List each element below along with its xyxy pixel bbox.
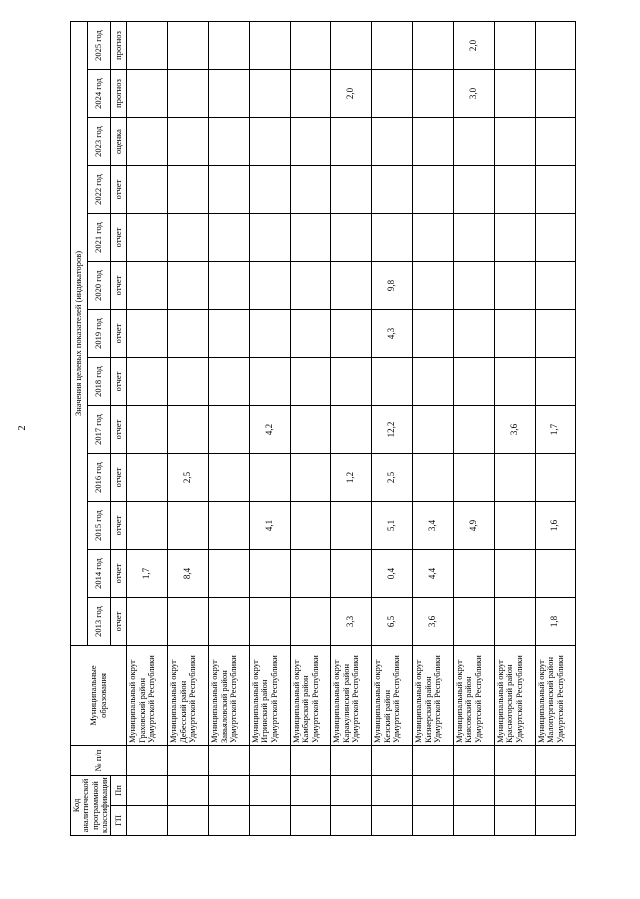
- table-row: [290, 21, 331, 835]
- indicators-group-header: Значения целевых показателей (индикаторов): [71, 21, 88, 645]
- indicator-value: 4,2: [249, 406, 290, 454]
- indicator-value: [290, 70, 331, 118]
- indicator-value: [127, 310, 168, 358]
- indicator-value: [209, 598, 250, 646]
- gp-cell: [535, 806, 576, 836]
- indicator-value: [535, 358, 576, 406]
- indicator-value: [168, 21, 209, 69]
- indicator-value: [453, 166, 494, 214]
- municipality-name: Муниципальный округ Дебесский район Удмуртской Республики: [168, 646, 209, 746]
- indicator-value: [413, 358, 454, 406]
- indicator-value: [413, 21, 454, 69]
- indicator-value: [127, 70, 168, 118]
- number-cell: [209, 746, 250, 776]
- pp-cell: [372, 776, 413, 806]
- indicator-value: [453, 118, 494, 166]
- indicator-value: [127, 454, 168, 502]
- indicator-value: 1,8: [535, 598, 576, 646]
- report-type-header: отчет: [111, 598, 127, 646]
- table-row: [372, 21, 413, 835]
- gp-cell: [413, 806, 454, 836]
- indicator-value: 3,0: [453, 70, 494, 118]
- indicator-value: 2,5: [372, 454, 413, 502]
- number-cell: [127, 746, 168, 776]
- report-type-header: отчет: [111, 262, 127, 310]
- indicator-value: [168, 118, 209, 166]
- table-row: [413, 21, 454, 835]
- indicator-value: [535, 454, 576, 502]
- year-header: 2022 год: [87, 166, 111, 214]
- year-header: 2016 год: [87, 454, 111, 502]
- report-type-header: отчет: [111, 502, 127, 550]
- indicator-value: [168, 358, 209, 406]
- indicators-table: [70, 21, 576, 836]
- report-type-header: отчет: [111, 550, 127, 598]
- indicator-value: [127, 21, 168, 69]
- indicator-value: [331, 550, 372, 598]
- municipality-name: Муниципальный округ Граховский район Удмуртской Республики: [127, 646, 168, 746]
- rotated-table-wrapper: [70, 22, 570, 836]
- indicator-value: [413, 262, 454, 310]
- indicator-value: [453, 358, 494, 406]
- pp-cell: [535, 776, 576, 806]
- number-cell: [453, 746, 494, 776]
- municipality-name: Муниципальный округ Киясовский район Удмуртской Республики: [453, 646, 494, 746]
- year-header: 2015 год: [87, 502, 111, 550]
- pp-cell: [413, 776, 454, 806]
- gp-cell: [249, 806, 290, 836]
- indicator-value: [290, 406, 331, 454]
- table-row: [331, 21, 372, 835]
- indicator-value: [209, 118, 250, 166]
- number-cell: [331, 746, 372, 776]
- gp-cell: [453, 806, 494, 836]
- year-header: 2025 год: [87, 21, 111, 69]
- year-header: 2017 год: [87, 406, 111, 454]
- indicator-value: [209, 550, 250, 598]
- indicator-value: [168, 166, 209, 214]
- indicator-value: [290, 21, 331, 69]
- report-type-header: отчет: [111, 358, 127, 406]
- gp-cell: [494, 806, 535, 836]
- gp-header: ГП: [111, 806, 127, 836]
- pp-cell: [331, 776, 372, 806]
- indicator-value: [209, 358, 250, 406]
- number-cell: [290, 746, 331, 776]
- indicator-value: 6,5: [372, 598, 413, 646]
- indicator-value: [535, 118, 576, 166]
- indicator-value: [209, 406, 250, 454]
- indicator-value: 4,4: [413, 550, 454, 598]
- indicator-value: [535, 21, 576, 69]
- page-number: 2: [16, 425, 28, 431]
- table-row: [249, 21, 290, 835]
- indicator-value: 4,1: [249, 502, 290, 550]
- indicator-value: [413, 310, 454, 358]
- indicator-value: [413, 454, 454, 502]
- indicator-value: [249, 70, 290, 118]
- municipality-name: Муниципальный округ Игринский район Удмуртской Республики: [249, 646, 290, 746]
- indicator-value: [249, 118, 290, 166]
- pp-cell: [127, 776, 168, 806]
- gp-cell: [290, 806, 331, 836]
- report-type-header: отчет: [111, 214, 127, 262]
- number-cell: [249, 746, 290, 776]
- indicator-value: [453, 214, 494, 262]
- indicator-value: [331, 358, 372, 406]
- indicator-value: 9,8: [372, 262, 413, 310]
- report-type-header: отчет: [111, 406, 127, 454]
- indicator-value: [168, 214, 209, 262]
- indicator-value: [127, 214, 168, 262]
- indicator-value: 5,1: [372, 502, 413, 550]
- table-row: [209, 21, 250, 835]
- municipality-name: Муниципальный округ Кизнерский район Удмуртской Республики: [413, 646, 454, 746]
- indicator-value: [494, 358, 535, 406]
- indicator-value: [168, 406, 209, 454]
- indicator-value: 3,6: [413, 598, 454, 646]
- indicator-value: [453, 262, 494, 310]
- number-cell: [535, 746, 576, 776]
- indicator-value: [331, 21, 372, 69]
- indicator-value: [168, 598, 209, 646]
- indicator-value: [331, 262, 372, 310]
- report-type-header: оценка: [111, 118, 127, 166]
- indicator-value: [453, 598, 494, 646]
- indicator-value: [168, 70, 209, 118]
- number-header: № п/п: [71, 746, 127, 776]
- indicator-value: [494, 118, 535, 166]
- indicator-value: [453, 454, 494, 502]
- indicator-value: [494, 550, 535, 598]
- indicator-value: [494, 598, 535, 646]
- indicator-value: [127, 406, 168, 454]
- gp-cell: [209, 806, 250, 836]
- indicator-value: [290, 502, 331, 550]
- indicator-value: [127, 118, 168, 166]
- indicator-value: [453, 406, 494, 454]
- indicator-value: [127, 262, 168, 310]
- indicator-value: [453, 310, 494, 358]
- year-header: 2013 год: [87, 598, 111, 646]
- indicator-value: [494, 262, 535, 310]
- indicator-value: 2,0: [453, 21, 494, 69]
- report-type-header: отчет: [111, 310, 127, 358]
- indicator-value: [331, 118, 372, 166]
- indicator-value: 8,4: [168, 550, 209, 598]
- indicator-value: [290, 310, 331, 358]
- indicator-value: [535, 262, 576, 310]
- indicator-value: [209, 70, 250, 118]
- municipality-name: Муниципальный округ Малопургинский район Удмуртской Республики: [535, 646, 576, 746]
- indicator-value: [209, 502, 250, 550]
- report-type-header: отчет: [111, 166, 127, 214]
- municipality-name: Муниципальный округ Кезский район Удмуртской Республики: [372, 646, 413, 746]
- year-header: 2018 год: [87, 358, 111, 406]
- indicator-value: [127, 166, 168, 214]
- indicator-value: 12,2: [372, 406, 413, 454]
- indicator-value: [209, 214, 250, 262]
- pp-cell: [209, 776, 250, 806]
- indicator-value: [127, 358, 168, 406]
- pp-cell: [249, 776, 290, 806]
- indicator-value: [209, 262, 250, 310]
- indicator-value: [168, 502, 209, 550]
- indicator-value: [494, 21, 535, 69]
- indicator-value: [372, 166, 413, 214]
- indicator-value: [494, 310, 535, 358]
- indicator-value: [249, 214, 290, 262]
- indicator-value: [168, 310, 209, 358]
- indicator-value: 2,0: [331, 70, 372, 118]
- gp-cell: [168, 806, 209, 836]
- indicator-value: [168, 262, 209, 310]
- year-header: 2019 год: [87, 310, 111, 358]
- indicator-value: [331, 214, 372, 262]
- indicator-value: [535, 214, 576, 262]
- indicator-value: 1,7: [535, 406, 576, 454]
- gp-cell: [127, 806, 168, 836]
- indicator-value: 0,4: [372, 550, 413, 598]
- indicator-value: [290, 118, 331, 166]
- indicator-value: 1,6: [535, 502, 576, 550]
- indicator-value: 2,5: [168, 454, 209, 502]
- indicator-value: [535, 70, 576, 118]
- table-row: [127, 21, 168, 835]
- report-type-header: прогноз: [111, 21, 127, 69]
- indicator-value: [290, 262, 331, 310]
- indicator-value: [249, 550, 290, 598]
- indicator-value: 3,3: [331, 598, 372, 646]
- indicator-value: [372, 358, 413, 406]
- pp-cell: [168, 776, 209, 806]
- indicator-value: [290, 166, 331, 214]
- indicator-value: [249, 358, 290, 406]
- indicator-value: [249, 310, 290, 358]
- indicator-value: [413, 166, 454, 214]
- pp-cell: [290, 776, 331, 806]
- year-header: 2023 год: [87, 118, 111, 166]
- indicator-value: [331, 310, 372, 358]
- gp-cell: [372, 806, 413, 836]
- indicator-value: [494, 502, 535, 550]
- gp-cell: [331, 806, 372, 836]
- indicator-value: 4,9: [453, 502, 494, 550]
- indicator-value: [249, 262, 290, 310]
- indicator-value: [127, 502, 168, 550]
- pp-cell: [453, 776, 494, 806]
- indicator-value: [331, 406, 372, 454]
- indicator-value: [494, 70, 535, 118]
- indicator-value: 3,6: [494, 406, 535, 454]
- indicator-value: [127, 598, 168, 646]
- year-header: 2024 год: [87, 70, 111, 118]
- table-row: [494, 21, 535, 835]
- indicator-value: 1,2: [331, 454, 372, 502]
- municipality-name: Муниципальный округ Завьяловский район Удмуртской Республики: [209, 646, 250, 746]
- indicator-value: [535, 550, 576, 598]
- indicator-value: [209, 310, 250, 358]
- year-header: 2021 год: [87, 214, 111, 262]
- municipalities-header: Муниципальные образования: [71, 646, 127, 746]
- indicator-value: [372, 214, 413, 262]
- indicator-value: [535, 310, 576, 358]
- number-cell: [494, 746, 535, 776]
- indicator-value: [372, 70, 413, 118]
- indicator-value: [372, 118, 413, 166]
- indicator-value: 3,4: [413, 502, 454, 550]
- indicator-value: [494, 454, 535, 502]
- indicator-value: [209, 166, 250, 214]
- indicator-value: [331, 166, 372, 214]
- indicator-value: [331, 502, 372, 550]
- indicator-value: [494, 214, 535, 262]
- indicator-value: [290, 454, 331, 502]
- indicator-value: [249, 166, 290, 214]
- indicator-value: [249, 598, 290, 646]
- indicator-value: 1,7: [127, 550, 168, 598]
- code-group-header: Код аналитической программной классификации: [71, 776, 111, 836]
- number-cell: [372, 746, 413, 776]
- indicator-value: 4,3: [372, 310, 413, 358]
- table-row: [453, 21, 494, 835]
- municipality-name: Муниципальный округ Красногорский район Удмуртской Республики: [494, 646, 535, 746]
- indicator-value: [372, 21, 413, 69]
- indicator-value: [249, 454, 290, 502]
- table-row: [535, 21, 576, 835]
- indicator-value: [290, 214, 331, 262]
- report-type-header: отчет: [111, 454, 127, 502]
- table-row: [168, 21, 209, 835]
- indicator-value: [209, 21, 250, 69]
- indicator-value: [290, 358, 331, 406]
- indicator-value: [535, 166, 576, 214]
- municipality-name: Муниципальный округ Камбарский район Удмуртской Республики: [290, 646, 331, 746]
- indicator-value: [290, 550, 331, 598]
- indicator-value: [249, 21, 290, 69]
- number-cell: [168, 746, 209, 776]
- indicator-value: [413, 406, 454, 454]
- year-header: 2020 год: [87, 262, 111, 310]
- indicator-value: [290, 598, 331, 646]
- year-header: 2014 год: [87, 550, 111, 598]
- indicator-value: [413, 214, 454, 262]
- report-type-header: прогноз: [111, 70, 127, 118]
- indicator-value: [494, 166, 535, 214]
- pp-cell: [494, 776, 535, 806]
- pp-header: Пп: [111, 776, 127, 806]
- indicator-value: [413, 70, 454, 118]
- number-cell: [413, 746, 454, 776]
- indicator-value: [413, 118, 454, 166]
- municipality-name: Муниципальный округ Каракулинский район Удмуртской Республики: [331, 646, 372, 746]
- indicator-value: [453, 550, 494, 598]
- indicator-value: [209, 454, 250, 502]
